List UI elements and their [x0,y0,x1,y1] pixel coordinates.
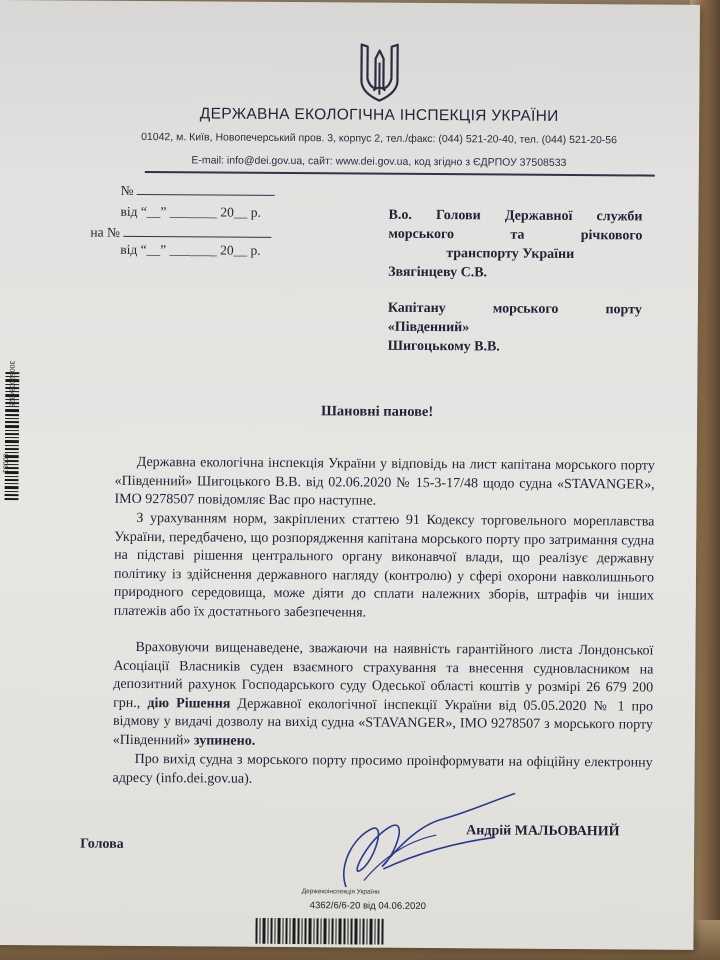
greeting: Шановні панове! [320,403,434,421]
organization-title: ДЕРЖАВНА ЕКОЛОГІЧНА ІНСПЕКЦІЯ УКРАЇНИ [199,105,559,125]
signatory-name: Андрій МАЛЬОВАНИЙ [466,823,620,840]
stamp-registration-number: 4362/6/6-20 від 04.06.2020 [309,900,426,912]
stamp-organization: Держекоінспекція України [301,888,380,896]
trident-emblem-icon [355,40,403,102]
organization-contacts: E-mail: info@dei.gov.ua, сайт: www.dei.gov.ua, код згідно з ЄДРПОУ 37508533 [191,154,567,169]
side-barcode-number: 300520084825 [7,360,15,408]
header-divider [145,171,655,176]
body-paragraph-2: З урахуванням норм, закріплених статтею 91 Кодексу торговельного мореплавства України, передбачено, що розпорядження капітана морського порту про затримання судна на підставі рішення центрального органу виконавчої влади, що реалізує державну політику із здійснення державного нагляду (контролю) у сфері охорони навколишнього природного середовища, може діяти до сплати належних зборів, штрафів чи інших платежів або їх достатнього забезпечення. [113,510,655,621]
body-paragraph-3: Враховуючи вищенаведене, зважаючи на наявність гарантійного листа Лондонської Асоціації Власників суден взаємного страхування та внесення судновласником на депозитний рахунок Господарського суду Одеської області коштів у розмірі 26 679 200 грн., дію Рішення Державної екологічної інспекції України від 05.05.2020 № 1 про відмову у видачі дозволу на вихід судна «STAVANGER», IMO 9278507 з морського порту «Південний» зупинено. [112,639,654,749]
reply-to-number: на № [90,224,271,242]
registration-number-line [137,182,275,196]
side-barcode-suffix: 00001 [1,453,9,474]
organization-address: 01042, м. Київ, Новопечерський пров. 3, корпус 2, тел./факс: (044) 521-20-40, тел. (044) 521-20-56 [141,130,618,147]
registration-number: № [121,182,275,200]
body-paragraph-1: Державна екологічна інспекція України у відповідь на лист капітана морського порту «Південний» Шигоцького В.В. від 02.06.2020 № 15-3-17/48 щодо судна «STAVANGER», IMO 9278507 повідомляє Вас про наступне. [114,454,655,509]
bottom-barcode-icon [255,918,385,945]
reply-to-number-line [123,224,271,238]
reply-to-date: від “__” _______ 20__ р. [120,241,261,258]
signatory-role: Голова [80,836,124,852]
handwritten-signature-icon [324,784,525,895]
body-paragraph-4: Про вихід судна з морського порту просимо проінформувати на офіційну електронну адресу (info.dei.gov.ua). [112,751,653,787]
addressee-first: В.о. Голови Державної служби морського та річкового транспорту України Звягінцеву С.В. [388,207,643,281]
registration-date: від “__” _______ 20__ р. [120,203,261,220]
addressee-second: Капітану морського порту «Південний» Шигоцькому В.В. [387,300,642,355]
